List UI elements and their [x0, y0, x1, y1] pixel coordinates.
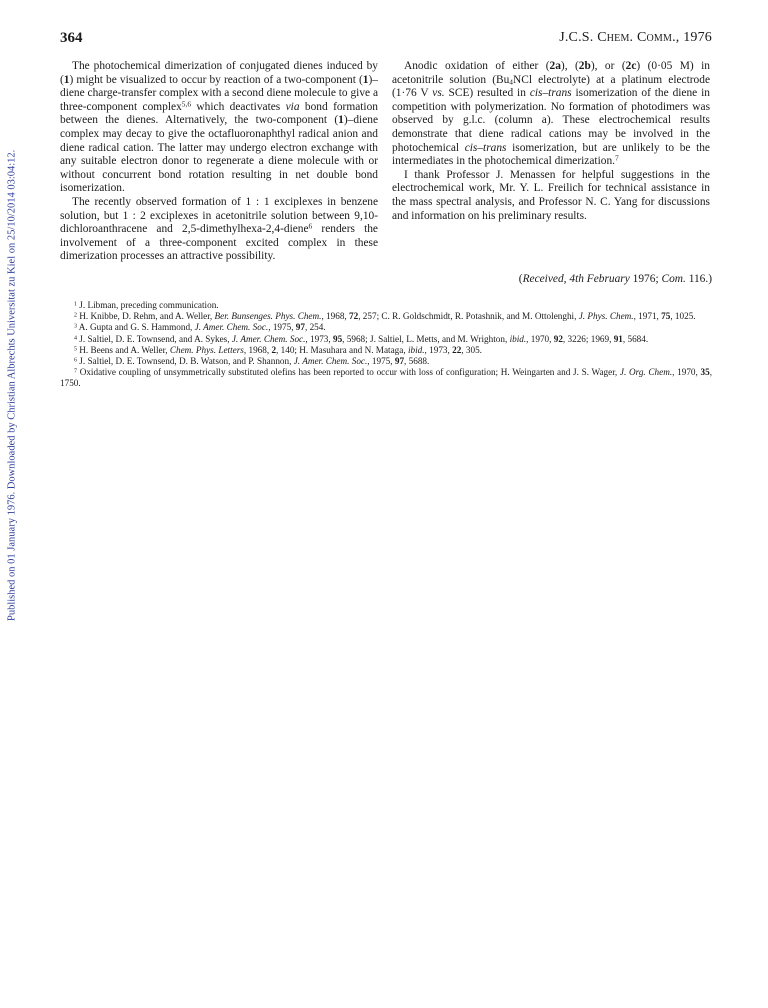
citation-sup[interactable]: 5,6 — [181, 99, 192, 109]
journal-name: ibid. — [509, 333, 527, 344]
citation-sup[interactable]: 7 — [615, 153, 619, 163]
volume-number: 22 — [452, 344, 462, 355]
com-label: Com. — [661, 273, 686, 285]
text: )–diene complex may decay to give the octafluoronaphthyl radical anion and diene radical cation. The latter may undergo electron exchange with any suitable electron donor to regenerate a diene molecule with or without concurrent bond rotation resulting in net double bond isomerization. — [60, 114, 378, 195]
reference-text: H. Beens and A. Weller, — [79, 344, 170, 355]
text: isomerization, but are unlikely to be the intermediates in the photochemical dimerization. — [392, 141, 710, 168]
reference-text: J. Libman, preceding communication. — [79, 300, 219, 310]
text: 1976; — [629, 273, 662, 285]
text: SCE) resulted in — [444, 87, 530, 100]
right-column — [392, 60, 710, 223]
volume-number: 97 — [295, 322, 305, 333]
reference-text: , 5684. — [622, 333, 649, 344]
reference-number: 7 — [74, 368, 77, 375]
text: NCl electrolyte) at a platinum electrode (1·76 V — [392, 73, 710, 100]
com-number: 116.) — [685, 273, 712, 285]
journal-title — [559, 30, 712, 46]
reference-text: , 1971, — [633, 311, 662, 322]
paragraph-acknowledgements: I thank Professor J. Menassen for helpful suggestions in the electrochemical work, Mr. Y. L. Freilich for technical assistance in the mass spectral analysis, and Professor N. C. Yang for discussions and information on his preliminary results. — [392, 168, 710, 222]
compound-ref: 2b — [578, 60, 591, 72]
text: ) might be visualized to occur by reaction of a two-component ( — [69, 73, 363, 86]
paragraph-exciplexes — [60, 196, 378, 264]
reference-text: J. Saltiel, D. E. Townsend, D. B. Watson, and P. Shannon, — [79, 356, 294, 367]
volume-number: 91 — [613, 333, 623, 344]
reference-text: H. Knibbe, D. Rehm, and A. Weller, — [79, 311, 215, 322]
compound-ref: 1 — [338, 114, 344, 127]
reference-text: , 1973, — [305, 333, 333, 344]
journal-name: J. Amer. Chem. Soc. — [194, 322, 269, 333]
received-label: Received — [522, 273, 564, 285]
reference-text: , 305. — [461, 344, 482, 355]
text: ) (0·05 — [636, 60, 680, 72]
reference-text: , 1970, — [526, 333, 554, 344]
reference-text: Oxidative coupling of unsymmetrically substituted olefins has been reported to occur with loss of configuration; H. Weingarten and J. S. Wager, — [79, 367, 620, 378]
reference-item — [60, 311, 712, 322]
reference-number: 1 — [74, 301, 77, 308]
volume-number: 35 — [700, 367, 710, 378]
reference-text: , 1970, — [672, 367, 701, 378]
received-date — [392, 273, 712, 285]
reference-item — [60, 356, 712, 367]
volume-number: 92 — [553, 333, 563, 344]
reference-text: , 5968; J. Saltiel, L. Metts, and M. Wrighton, — [342, 333, 510, 344]
left-column — [60, 60, 378, 264]
volume-number: 97 — [394, 356, 405, 367]
text: )–diene charge-transfer complex with a second diene molecule to give a three-component complex — [60, 73, 378, 113]
reference-text: , 1973, — [424, 344, 453, 355]
journal-name: J. Amer. Chem. Soc. — [231, 333, 306, 344]
reference-number: 5 — [74, 346, 77, 353]
subscript: 4 — [509, 77, 513, 87]
journal-prefix: J.C.S. — [559, 30, 598, 45]
volume-number: 2 — [271, 344, 277, 355]
reference-text: , 257; C. R. Goldschmidt, R. Potashnik, and M. Ottolenghi, — [358, 311, 579, 322]
compound-ref: 1 — [63, 73, 70, 86]
reference-text: J. Saltiel, D. E. Townsend, and A. Sykes, — [79, 333, 232, 344]
text: The recently observed formation of 1 : 1 exciplexes in benzene solution, but 1 : 2 exciplexes in acetonitrile solution between 9,10-dichloroanthracene and 2,5-dimethylhexa-2,4-diene — [60, 195, 378, 236]
text: ), ( — [560, 60, 579, 72]
journal-name: J. Phys. Chem. — [578, 311, 634, 322]
download-watermark[interactable]: Published on 01 January 1976. Downloaded by Christian Albrechts Universitat zu Kiel on 25/10/2014 03:04:12. — [6, 149, 18, 621]
text: ), or ( — [590, 60, 626, 72]
citation-sup[interactable]: 6 — [308, 221, 313, 231]
reference-text: , 1025. — [670, 311, 696, 322]
volume-number: 75 — [661, 311, 671, 322]
reference-item — [60, 334, 712, 345]
reference-text: , 254. — [304, 322, 326, 333]
reference-text: , 1750. — [60, 367, 712, 389]
paragraph-anodic-oxidation — [392, 60, 710, 169]
reference-text: , 140; H. Masuhara and N. Mataga, — [276, 344, 408, 355]
italic-term: vs. — [432, 87, 445, 100]
running-header — [60, 30, 712, 50]
page-number: 364 — [60, 30, 83, 46]
italic-term: cis–trans — [464, 141, 507, 154]
italic-term: cis–trans — [529, 87, 572, 100]
reference-text: , 1975, — [367, 356, 395, 367]
reference-text: , 1975, — [268, 322, 296, 333]
journal-name: ibid. — [407, 344, 425, 355]
references-list — [60, 300, 712, 390]
compound-ref: 2c — [625, 60, 637, 72]
journal-chem: Chem. — [597, 30, 634, 45]
paragraph-dimerization-mechanism — [60, 60, 378, 196]
volume-number: 72 — [349, 311, 359, 322]
journal-name: J. Amer. Chem. Soc. — [293, 356, 368, 367]
reference-text: A. Gupta and G. S. Hammond, — [78, 322, 195, 333]
reference-number: 3 — [74, 323, 77, 330]
text: ( — [518, 273, 523, 285]
received-date-value: 4th February — [569, 273, 630, 285]
journal-name: Ber. Bunsenges. Phys. Chem. — [214, 311, 322, 322]
reference-text: , 5688. — [404, 356, 430, 367]
reference-number: 2 — [74, 312, 77, 319]
compound-ref: 2a — [549, 60, 561, 72]
journal-comm: Comm. — [636, 30, 676, 45]
reference-item — [60, 367, 712, 389]
text: The photochemical dimerization of conjugated dienes induced by ( — [60, 60, 378, 86]
volume-number: 95 — [332, 333, 343, 344]
reference-number: 4 — [74, 334, 77, 341]
journal-name: Chem. Phys. Letters — [169, 344, 244, 355]
journal-year: , 1976 — [675, 30, 712, 45]
italic-term: via — [285, 100, 300, 113]
text: isomerization of the diene in competition with polymerization. No formation of photodimers was observed by g.l.c. (column a). These electrochemical results demonstrate that diene radical cations may be involved in the photochemical — [392, 87, 710, 154]
reference-item — [60, 322, 712, 333]
text: , — [563, 273, 570, 285]
compound-ref: 1 — [362, 73, 369, 86]
reference-text: , 1968, — [321, 311, 350, 322]
text: renders the involvement of a three-component excited complex in these dimerization processes an attractive possibility. — [60, 223, 378, 263]
reference-item — [60, 345, 712, 356]
text: ) in acetonitrile solution (Bu — [392, 60, 710, 86]
reference-text: , 3226; 1969, — [562, 333, 614, 344]
journal-name: J. Org. Chem. — [619, 367, 673, 378]
molar-unit: M — [679, 60, 690, 72]
reference-text: , 1968, — [243, 344, 272, 355]
text: bond formation between the dienes. Alternatively, the two-component ( — [60, 100, 378, 127]
text: Anodic oxidation of either ( — [404, 60, 550, 72]
reference-number: 6 — [74, 357, 77, 364]
reference-item — [60, 300, 712, 311]
text: which deactivates — [191, 100, 286, 113]
